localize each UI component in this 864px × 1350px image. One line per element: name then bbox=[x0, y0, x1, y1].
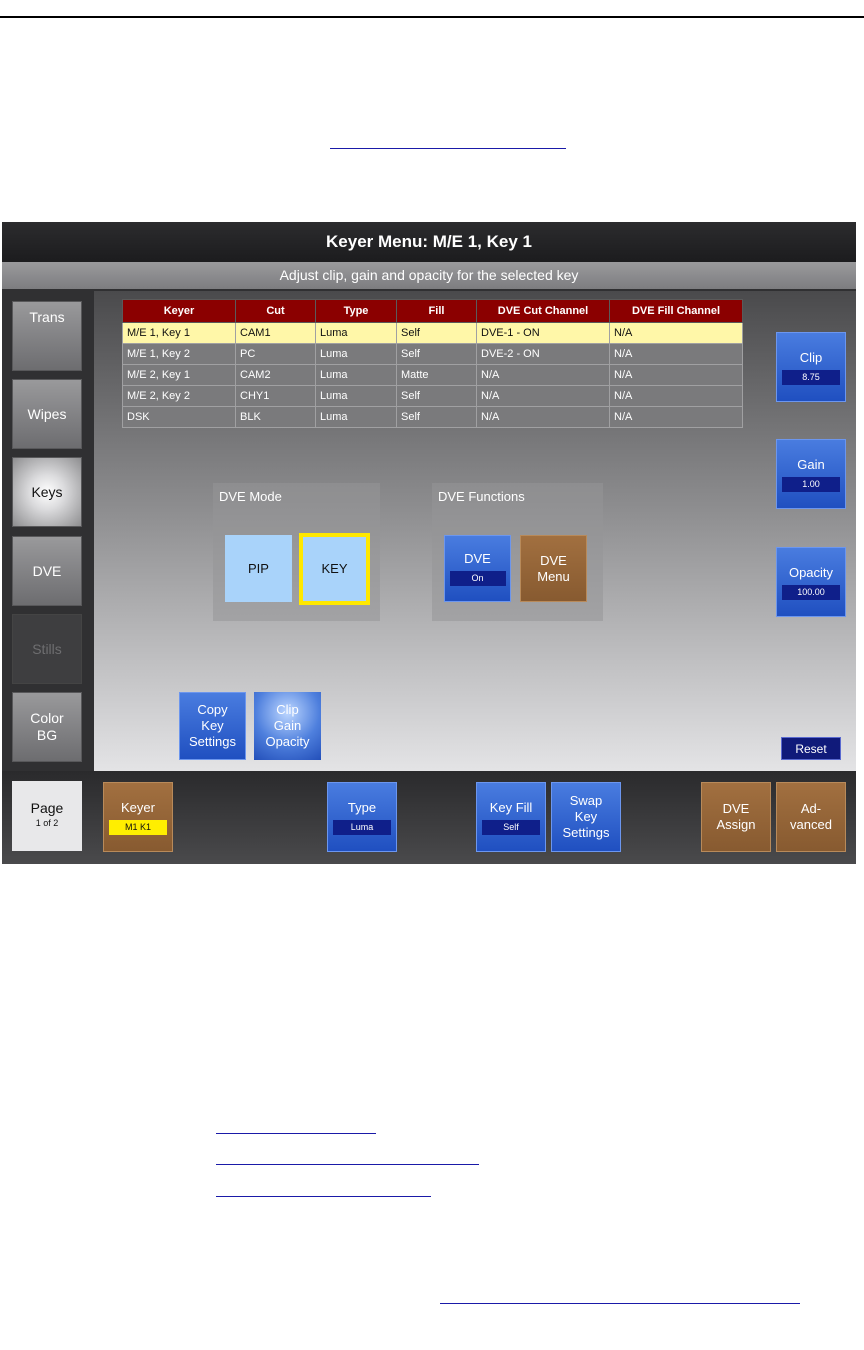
type-label: Type bbox=[347, 799, 377, 815]
opacity-button[interactable] bbox=[776, 547, 846, 617]
key-fill-value: Self bbox=[482, 820, 540, 835]
copy-key-label: Copy Key Settings bbox=[189, 702, 236, 749]
doc-link-4[interactable] bbox=[216, 1164, 479, 1165]
keyer-table bbox=[122, 299, 743, 428]
col-header-fill: Fill bbox=[397, 300, 477, 323]
clip-gain-opacity-button[interactable] bbox=[254, 692, 321, 760]
sidebar-item-label: Color BG bbox=[30, 710, 64, 743]
table-cell: Luma bbox=[316, 365, 397, 386]
table-cell: Self bbox=[397, 407, 477, 428]
reset-label: Reset bbox=[795, 741, 827, 756]
table-cell: N/A bbox=[477, 386, 610, 407]
key-button-label: KEY bbox=[321, 561, 348, 576]
reset-button[interactable] bbox=[781, 737, 841, 760]
table-cell: DSK bbox=[123, 407, 236, 428]
table-row[interactable] bbox=[123, 323, 743, 344]
type-value: Luma bbox=[333, 820, 391, 835]
keyer-button[interactable] bbox=[103, 782, 173, 852]
sidebar-item-stills bbox=[12, 614, 82, 684]
table-cell: Self bbox=[397, 323, 477, 344]
doc-link-5[interactable] bbox=[216, 1196, 431, 1197]
table-cell: M/E 1, Key 1 bbox=[123, 323, 236, 344]
doc-link-1[interactable] bbox=[330, 148, 566, 149]
clip-label: Clip bbox=[799, 349, 823, 365]
table-cell: N/A bbox=[610, 365, 743, 386]
table-cell: Luma bbox=[316, 344, 397, 365]
table-cell: DVE-1 - ON bbox=[477, 323, 610, 344]
table-cell: Matte bbox=[397, 365, 477, 386]
sidebar-item-label: Trans bbox=[29, 309, 65, 325]
keyer-label: Keyer bbox=[121, 799, 155, 815]
col-header-cut: Cut bbox=[236, 300, 316, 323]
doc-link-6[interactable] bbox=[440, 1303, 800, 1304]
table-cell: Luma bbox=[316, 323, 397, 344]
table-cell: N/A bbox=[477, 365, 610, 386]
table-cell: N/A bbox=[610, 344, 743, 365]
gain-label: Gain bbox=[797, 456, 825, 472]
clip-button[interactable] bbox=[776, 332, 846, 402]
sidebar-item-label: Stills bbox=[32, 640, 62, 657]
table-header-row bbox=[123, 300, 743, 323]
col-header-type: Type bbox=[316, 300, 397, 323]
table-row[interactable] bbox=[123, 344, 743, 365]
dve-mode-label: DVE Mode bbox=[219, 489, 282, 504]
doc-link-3[interactable] bbox=[216, 1133, 376, 1134]
keyer-value: M1 K1 bbox=[109, 820, 167, 835]
sidebar-item-label: DVE bbox=[32, 562, 62, 579]
table-cell: Luma bbox=[316, 407, 397, 428]
table-cell: M/E 2, Key 1 bbox=[123, 365, 236, 386]
menu-subtitle: Adjust clip, gain and opacity for the selected key bbox=[2, 262, 856, 289]
table-cell: M/E 1, Key 2 bbox=[123, 344, 236, 365]
sidebar-item-dve[interactable] bbox=[12, 536, 82, 606]
swap-key-settings-button[interactable] bbox=[551, 782, 621, 852]
table-cell: CAM1 bbox=[236, 323, 316, 344]
table-cell: CAM2 bbox=[236, 365, 316, 386]
dve-menu-button[interactable] bbox=[520, 535, 587, 602]
page-value: 1 of 2 bbox=[35, 818, 59, 828]
sidebar-item-trans[interactable] bbox=[12, 301, 82, 371]
opacity-label: Opacity bbox=[788, 564, 834, 580]
table-cell: PC bbox=[236, 344, 316, 365]
keyer-menu-screen bbox=[2, 222, 856, 864]
sidebar-item-label: Keys bbox=[31, 483, 63, 500]
gain-button[interactable] bbox=[776, 439, 846, 509]
table-row[interactable] bbox=[123, 407, 743, 428]
opacity-value: 100.00 bbox=[782, 585, 840, 600]
table-cell: N/A bbox=[610, 323, 743, 344]
sidebar-item-wipes[interactable] bbox=[12, 379, 82, 449]
page-button[interactable] bbox=[12, 781, 82, 851]
dve-assign-button[interactable] bbox=[701, 782, 771, 852]
dve-functions-label: DVE Functions bbox=[438, 489, 525, 504]
sidebar-item-color-bg[interactable] bbox=[12, 692, 82, 762]
bottom-bar bbox=[2, 771, 856, 864]
table-cell: Self bbox=[397, 386, 477, 407]
table-cell: Self bbox=[397, 344, 477, 365]
key-fill-label: Key Fill bbox=[489, 799, 533, 815]
table-cell: DVE-2 - ON bbox=[477, 344, 610, 365]
type-button[interactable] bbox=[327, 782, 397, 852]
dve-menu-label: DVE Menu bbox=[537, 552, 570, 584]
dve-status-value: On bbox=[450, 571, 506, 586]
clip-value: 8.75 bbox=[782, 370, 840, 385]
advanced-label: Ad- vanced bbox=[790, 801, 832, 832]
table-cell: N/A bbox=[610, 407, 743, 428]
copy-key-settings-button[interactable] bbox=[179, 692, 246, 760]
table-cell: BLK bbox=[236, 407, 316, 428]
table-row[interactable] bbox=[123, 365, 743, 386]
col-header-dve-fill: DVE Fill Channel bbox=[610, 300, 743, 323]
page-label: Page bbox=[30, 800, 64, 816]
table-row[interactable] bbox=[123, 386, 743, 407]
sidebar-item-label: Wipes bbox=[27, 405, 67, 422]
gain-value: 1.00 bbox=[782, 477, 840, 492]
pip-button[interactable] bbox=[225, 535, 292, 602]
key-fill-button[interactable] bbox=[476, 782, 546, 852]
table-cell: N/A bbox=[610, 386, 743, 407]
key-button[interactable] bbox=[299, 533, 370, 605]
menu-title: Keyer Menu: M/E 1, Key 1 bbox=[2, 222, 856, 262]
pip-button-label: PIP bbox=[248, 560, 269, 576]
top-rule bbox=[0, 16, 864, 18]
sidebar-item-keys[interactable] bbox=[12, 457, 82, 527]
dve-button-label: DVE bbox=[464, 551, 491, 566]
table-cell: N/A bbox=[477, 407, 610, 428]
table-cell: Luma bbox=[316, 386, 397, 407]
swap-label: Swap Key Settings bbox=[562, 793, 610, 840]
col-header-keyer: Keyer bbox=[123, 300, 236, 323]
clip-gain-label: Clip Gain Opacity bbox=[265, 702, 310, 749]
dve-toggle-button[interactable] bbox=[444, 535, 511, 602]
dve-assign-label: DVE Assign bbox=[716, 801, 756, 832]
table-cell: CHY1 bbox=[236, 386, 316, 407]
col-header-dve-cut: DVE Cut Channel bbox=[477, 300, 610, 323]
table-cell: M/E 2, Key 2 bbox=[123, 386, 236, 407]
advanced-button[interactable] bbox=[776, 782, 846, 852]
